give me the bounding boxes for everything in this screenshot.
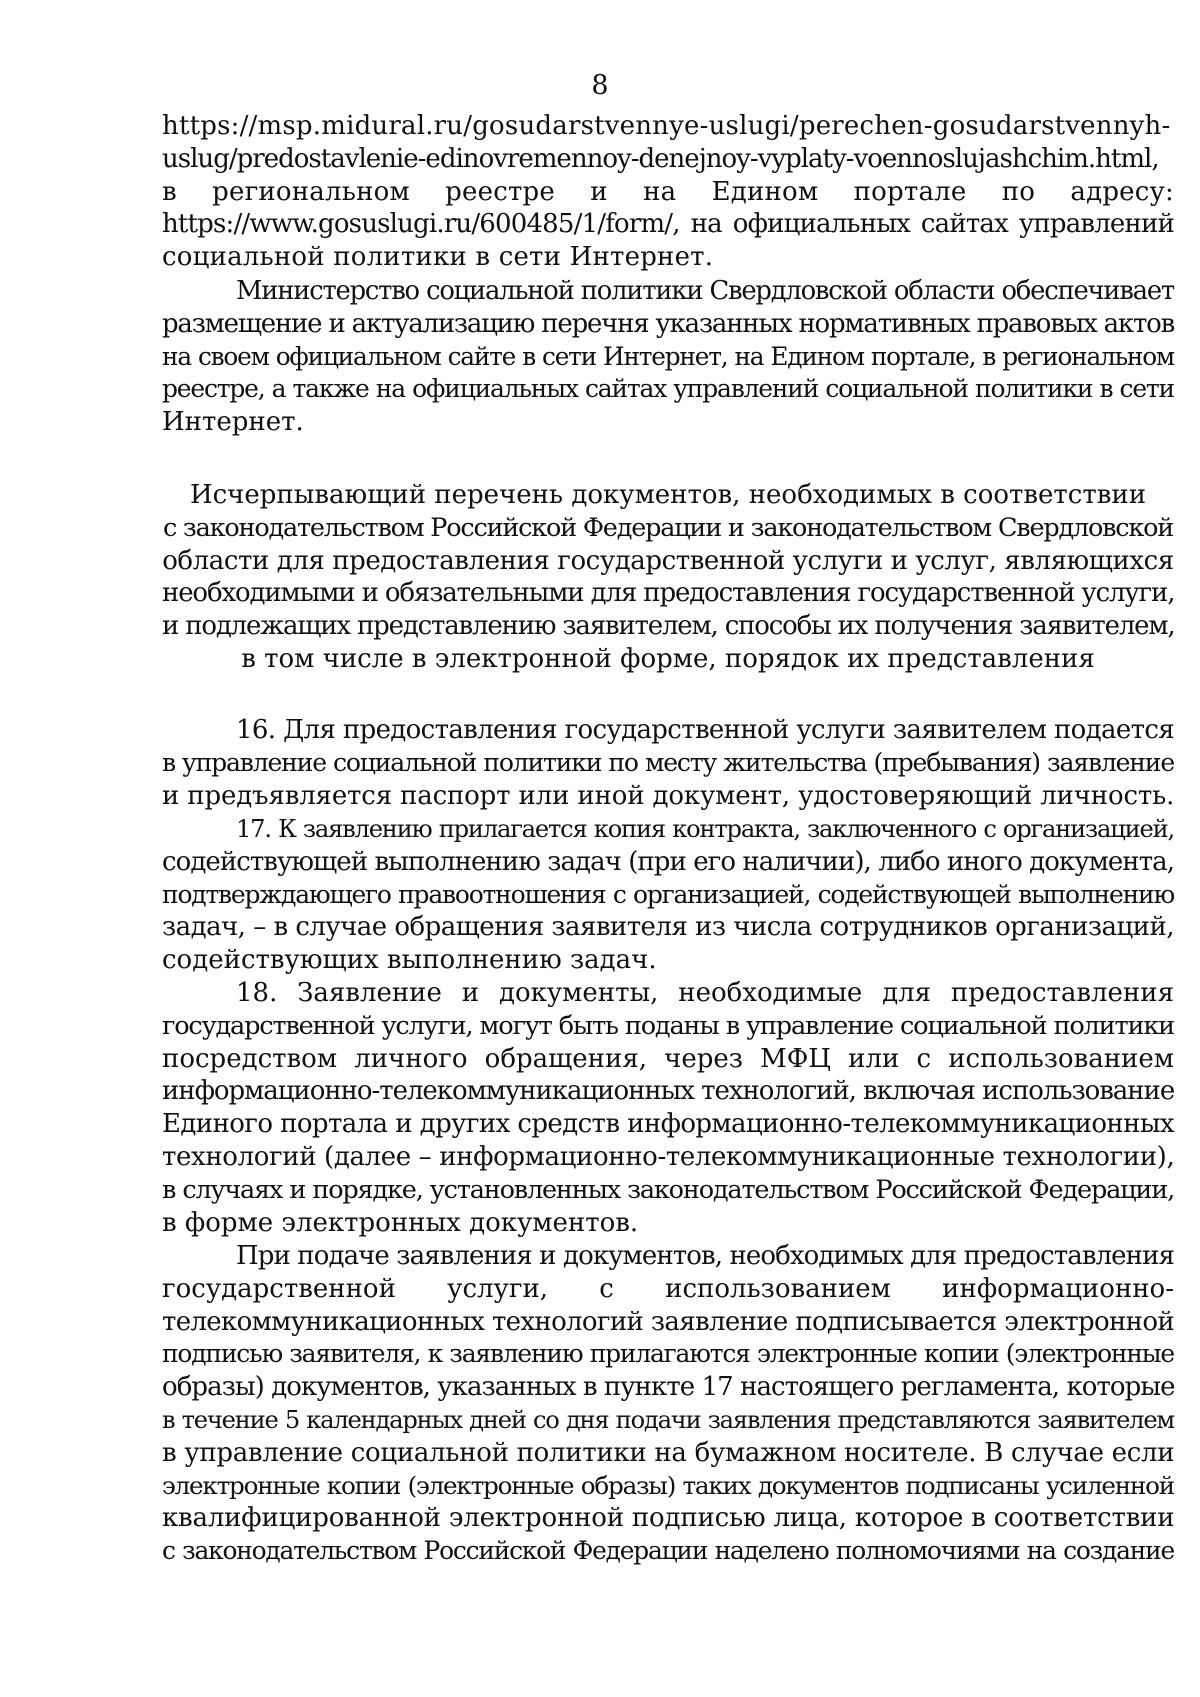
text-line: квалифицированной электронной подписью лица, которое в соответствии <box>162 1503 1175 1534</box>
text-line: в управление социальной политики на бумажном носителе. В случае если <box>162 1437 1175 1468</box>
text-line: в управление социальной политики по месту жительства (пребывания) заявление <box>162 747 1174 777</box>
text-line: реестре, а также на официальных сайтах управлений социальной политики в сети <box>162 374 1174 404</box>
text-line: государственной услуги, могут быть поданы в управление социальной политики <box>162 1010 1174 1041</box>
text-line: Единого портала и других средств информационно-телекоммуникационных <box>162 1109 1174 1140</box>
ministry-paragraph <box>162 275 1174 439</box>
intro-paragraph <box>162 110 1174 274</box>
text-line: телекоммуникационных технологий заявление подписывается электронной <box>162 1306 1174 1337</box>
text-line: 18. Заявление и документы, необходимые для предоставления <box>236 978 1174 1008</box>
text-line: задач, – в случае обращения заявителя из числа сотрудников организаций, <box>162 912 1174 943</box>
paragraph-18 <box>162 977 1174 1239</box>
text-line: информационно-телекоммуникационных технологий, включая использование <box>162 1076 1175 1107</box>
heading-line: в том числе в электронной форме, порядок их представления <box>241 643 1095 674</box>
text-line: в случаях и порядке, установленных законодательством Российской Федерации, <box>162 1174 1174 1205</box>
text-line: 17. К заявлению прилагается копия контракта, заключенного с организацией, <box>236 815 1174 843</box>
heading-line: и подлежащих представлению заявителем, способы их получения заявителем, <box>162 611 1175 642</box>
text-line: в течение 5 календарных дней со дня подачи заявления представляются заявителем <box>162 1405 1174 1434</box>
text-line: подписью заявителя, к заявлению прилагаются электронные копии (электронные <box>162 1339 1174 1369</box>
text-line: социальной политики в сети Интернет. <box>162 242 714 273</box>
page-number: 8 <box>591 70 609 101</box>
paragraph-16 <box>162 714 1174 812</box>
text-line: и предъявляется паспорт или иной документ, удостоверяющий личность. <box>162 780 1175 811</box>
submission-paragraph <box>162 1240 1174 1568</box>
text-line: образы) документов, указанных в пункте 17 настоящего регламента, которые <box>162 1372 1175 1403</box>
text-line: https://msp.midural.ru/gosudarstvennye-uslugi/perechen-gosudarstvennyh- <box>162 111 1171 141</box>
text-line: электронные копии (электронные образы) таких документов подписаны усиленной <box>162 1470 1174 1500</box>
heading-line: с законодательством Российской Федерации и законодательством Свердловской <box>162 512 1174 543</box>
text-line: uslug/predostavlenie-edinovremennoy-denejnoy-vyplaty-voennoslujashchim.html, <box>162 143 1159 174</box>
text-line: подтверждающего правоотношения с организацией, содействующей выполнению <box>162 879 1174 909</box>
text-line: с законодательством Российской Федерации наделено полномочиями на создание <box>162 1536 1174 1566</box>
text-line: 16. Для предоставления государственной услуги заявителем подается <box>236 715 1174 745</box>
section-heading <box>162 479 1174 676</box>
text-line: содействующих выполнению задач. <box>162 945 657 976</box>
text-line: государственной услуги, с использованием информационно- <box>162 1273 1174 1304</box>
text-line: посредством личного обращения, через МФЦ или с использованием <box>162 1043 1174 1074</box>
paragraph-17 <box>162 813 1174 977</box>
text-line: содействующей выполнению задач (при его наличии), либо иного документа, <box>162 846 1175 877</box>
text-line: в региональном реестре и на Едином портале по адресу: <box>162 176 1174 207</box>
text-line: технологий (далее – информационно-телекоммуникационные технологии), <box>162 1141 1175 1172</box>
heading-line: области для предоставления государственной услуги и услуг, являющихся <box>162 545 1174 576</box>
text-line: При подаче заявления и документов, необходимых для предоставления <box>236 1241 1174 1271</box>
text-line: размещение и актуализацию перечня указанных нормативных правовых актов <box>162 308 1174 339</box>
text-line: на своем официальном сайте в сети Интернет, на Едином портале, в региональном <box>162 341 1174 371</box>
heading-line: Исчерпывающий перечень документов, необходимых в соответствии <box>189 480 1147 510</box>
text-line: в форме электронных документов. <box>162 1207 639 1238</box>
text-line: https://www.gosuslugi.ru/600485/1/form/, на официальных сайтах управлений <box>162 209 1174 240</box>
text-line: Интернет. <box>162 407 304 438</box>
heading-line: необходимыми и обязательными для предоставления государственной услуги, <box>162 578 1175 609</box>
text-line: Министерство социальной политики Свердловской области обеспечивает <box>236 276 1174 306</box>
